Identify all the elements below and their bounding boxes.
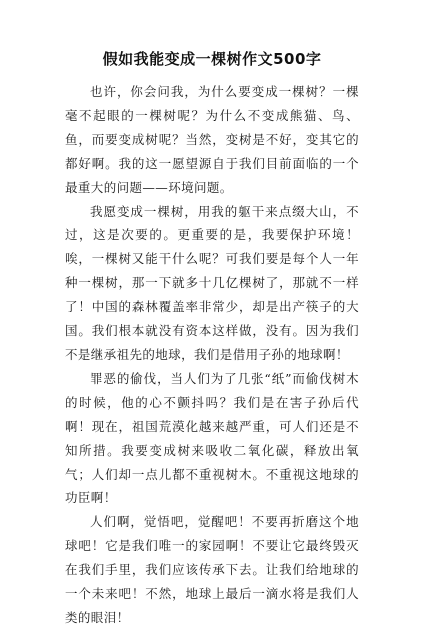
paragraph-2: 我愿变成一棵树，用我的躯干来点缀大山，不过，这是次要的。更重要的是，我要保护环境！唉，一棵树又能干什么呢？可我们要是每个人一年种一棵树，那一下就多十几亿棵树了，那就不一样了！中国的森林覆盖率非常少，却是出产筷子的大国。我们根本就没有资本这样做，没有。因为我们不是继承祖先的地球，我们是借用子孙的地球啊！ [65,203,359,362]
paragraph-3: 罪恶的偷伐，当人们为了几张“纸”而偷伐树木的时候，他的心不颤抖吗？我们是在害子孙后代啊！现在，祖国荒漠化越来越严重，可人们还是不知所措。我要变成树来吸收二氧化碳，释放出氧气；人们却一点儿都不重视树木。不重视这地球的功臣啊！ [65,370,359,506]
document-body [65,80,359,630]
paragraph-1: 也许，你会问我，为什么要变成一棵树？一棵毫不起眼的一棵树呢？为什么不变成熊猫、鸟、鱼，而要变成树呢？当然，变树是不好，变其它的都好啊。我的这一愿望源自于我们目前面临的一个最重大的问题——环境问题。 [65,84,359,195]
document-title: 假如我能变成一棵树作文500字 [102,50,322,68]
paragraph-4: 人们啊，觉悟吧，觉醒吧！不要再折磨这个地球吧！它是我们唯一的家园啊！不要让它最终毁灭在我们手里，我们应该传承下去。让我们给地球的一个未来吧！不然，地球上最后一滴水将是我们人类的眼泪！ [65,514,359,625]
